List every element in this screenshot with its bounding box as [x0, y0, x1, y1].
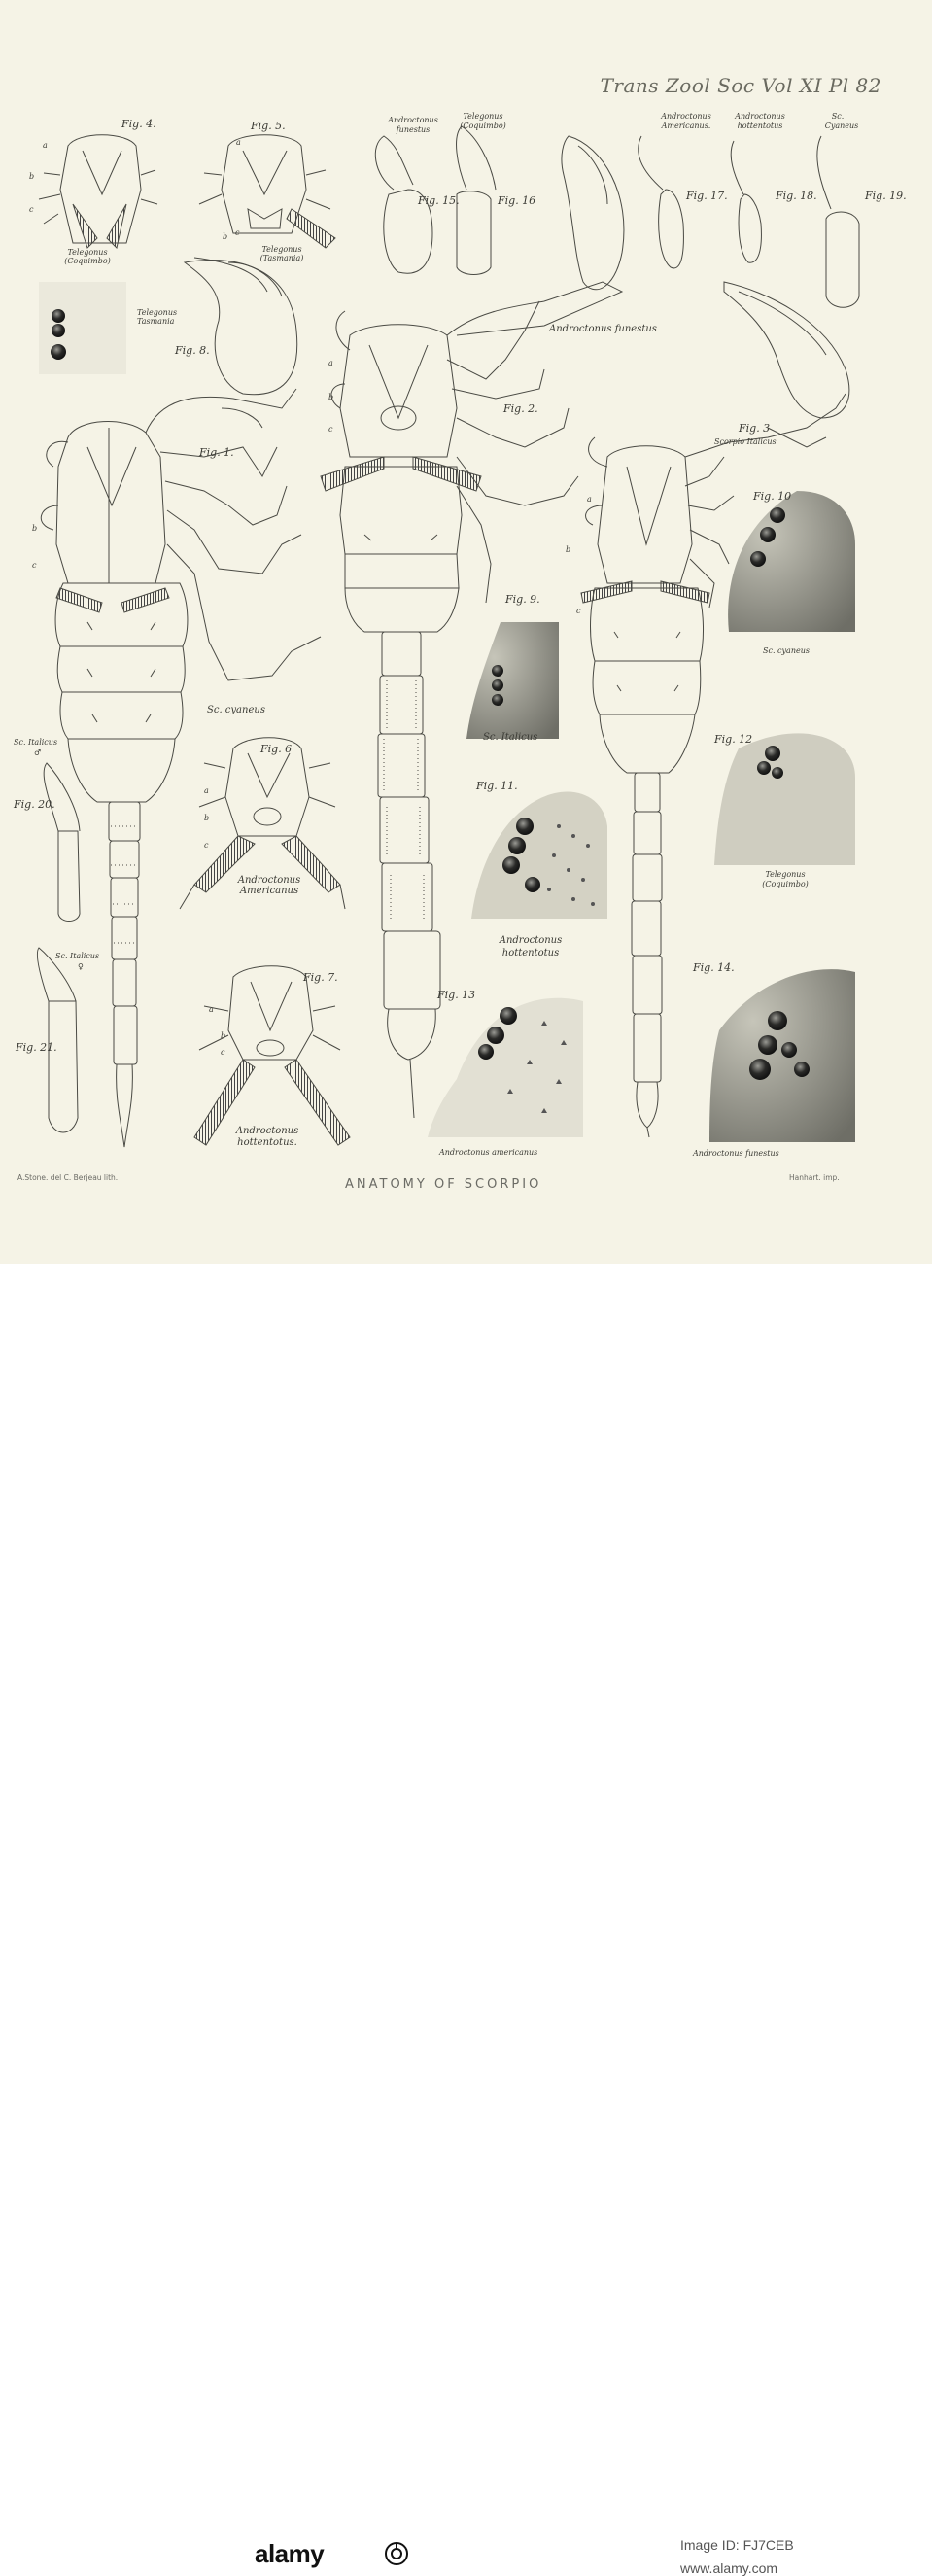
- fig20-species: Sc. Italicus: [14, 738, 58, 747]
- fig10-label: Fig. 10: [753, 490, 792, 503]
- credit-left: A.Stone. del C. Berjeau lith.: [17, 1173, 119, 1182]
- fig7-letter-c: c: [221, 1048, 225, 1057]
- fig13-eye-detail: [428, 998, 583, 1137]
- fig7-drawing: [194, 966, 350, 1145]
- fig3-caption: Scorpio Italicus: [714, 437, 777, 446]
- fig9-label: Fig. 9.: [505, 593, 540, 606]
- fig20-label: Fig. 20.: [14, 798, 55, 811]
- fig12-locality: (Coquimbo): [762, 880, 809, 888]
- fig15-genus: Androctonus: [388, 116, 438, 124]
- fig21-sex: ♀: [78, 962, 84, 971]
- fig17-species: Americanus.: [661, 122, 711, 130]
- fig15-species: funestus: [396, 125, 431, 134]
- fig20-sex: ♂: [34, 748, 42, 757]
- plate: [0, 0, 932, 1264]
- fig6-label: Fig. 6: [260, 743, 293, 755]
- fig9-caption: Sc. Italicus: [483, 732, 538, 743]
- fig8-locality: Tasmania: [137, 317, 175, 326]
- fig5-letter-b: b: [223, 232, 228, 241]
- fig16-locality: (Coquimbo): [460, 122, 506, 130]
- fig21-species: Sc. Italicus: [55, 952, 100, 960]
- fig8-label: Fig. 8.: [175, 344, 210, 357]
- fig6-letter-a: a: [204, 786, 209, 795]
- image-id: Image ID: FJ7CEB: [680, 2537, 794, 2553]
- fig6-species: Americanus: [239, 886, 299, 896]
- fig2-letter-b: b: [328, 393, 334, 401]
- fig1-letter-c: c: [32, 561, 37, 570]
- watermark-bar: [0, 1264, 932, 2576]
- fig12-eye-detail: [714, 733, 855, 865]
- fig11-eye-detail: [471, 792, 607, 919]
- fig8-species: Telegonus: [137, 308, 178, 317]
- fig17-genus: Androctonus: [661, 112, 711, 121]
- fig11-label: Fig. 11.: [476, 780, 518, 792]
- fig19-species: Cyaneus: [824, 122, 859, 130]
- fig4-letter-a: a: [43, 141, 48, 150]
- fig6-genus: Androctonus: [237, 875, 301, 886]
- fig2-letter-c: c: [328, 425, 333, 434]
- fig2-letter-a: a: [328, 359, 333, 367]
- claws-top-row: [375, 126, 859, 307]
- fig13-caption: Androctonus americanus: [439, 1148, 538, 1157]
- fig6-letter-b: b: [204, 814, 210, 822]
- fig10-eye-detail: [728, 491, 855, 632]
- fig16-genus: Telegonus: [463, 112, 503, 121]
- fig14-eye-detail: [709, 969, 855, 1142]
- alamy-mark-icon: [385, 2542, 408, 2565]
- fig14-label: Fig. 14.: [693, 961, 735, 974]
- alamy-logo: [255, 2539, 410, 2566]
- fig5-species: Telegonus: [261, 245, 302, 254]
- fig3-label: Fig. 3: [739, 422, 771, 435]
- fig15-label: Fig. 15.: [418, 194, 460, 207]
- fig12-species: Telegonus: [765, 870, 806, 879]
- fig19-label: Fig. 19.: [865, 190, 907, 202]
- fig3-letter-a: a: [587, 495, 592, 504]
- fig17-label: Fig. 17.: [686, 190, 728, 202]
- credit-right: Hanhart. imp.: [789, 1173, 840, 1182]
- fig4-letter-c: c: [29, 205, 34, 214]
- fig7-letter-a: a: [209, 1005, 214, 1014]
- fig12-label: Fig. 12: [714, 733, 753, 746]
- fig18-genus: Androctonus: [735, 112, 785, 121]
- fig3-letter-c: c: [576, 607, 581, 615]
- fig7-letter-b: b: [221, 1031, 226, 1040]
- fig2-scorpion: [321, 136, 624, 1118]
- fig10-caption: Sc. cyaneus: [763, 646, 810, 655]
- plate-title: ANATOMY OF SCORPIO: [345, 1177, 542, 1192]
- fig5-letter-a: a: [236, 138, 241, 147]
- fig1-label: Fig. 1.: [199, 446, 234, 459]
- fig18-species: hottentotus: [737, 122, 783, 130]
- fig19-genus: Sc.: [831, 112, 845, 121]
- fig4-drawing: [39, 135, 157, 248]
- fig3-letter-b: b: [566, 545, 571, 554]
- fig5-letter-c: c: [235, 228, 240, 237]
- fig16-label: Fig. 16: [498, 194, 536, 207]
- fig6-letter-c: c: [204, 841, 209, 850]
- fig18-label: Fig. 18.: [776, 190, 817, 202]
- fig1-letter-b: b: [32, 524, 38, 533]
- fig2-caption: Androctonus funestus: [549, 324, 657, 334]
- figs-20-21: [37, 763, 80, 1132]
- fig14-caption: Androctonus funestus: [693, 1149, 779, 1158]
- fig11-genus: Androctonus: [499, 935, 563, 946]
- fig4-label: Fig. 4.: [121, 118, 156, 130]
- fig7-species: hottentotus.: [237, 1137, 297, 1148]
- fig2-label: Fig. 2.: [503, 402, 538, 415]
- fig9-eye-detail: [466, 622, 559, 739]
- fig13-label: Fig. 13: [437, 989, 476, 1001]
- fig7-label: Fig. 7.: [303, 971, 338, 984]
- fig4-locality: (Coquimbo): [64, 257, 111, 265]
- fig1-scorpion: [41, 258, 321, 1147]
- fig11-species: hottentotus: [501, 948, 560, 958]
- fig4-letter-b: b: [29, 172, 35, 181]
- fig5-label: Fig. 5.: [251, 120, 286, 132]
- image-url: www.alamy.com: [680, 2560, 778, 2576]
- fig21-label: Fig. 21.: [16, 1041, 57, 1054]
- fig4-species: Telegonus: [67, 248, 108, 257]
- fig7-genus: Androctonus: [235, 1126, 299, 1136]
- fig5-drawing: [199, 135, 335, 248]
- plate-header: Trans Zool Soc Vol XI Pl 82: [600, 74, 881, 97]
- fig5-locality: (Tasmania): [259, 254, 304, 262]
- fig8-eye-detail: [39, 282, 126, 374]
- alamy-wordmark: alamy: [255, 2539, 325, 2568]
- fig1-caption: Sc. cyaneus: [207, 705, 265, 715]
